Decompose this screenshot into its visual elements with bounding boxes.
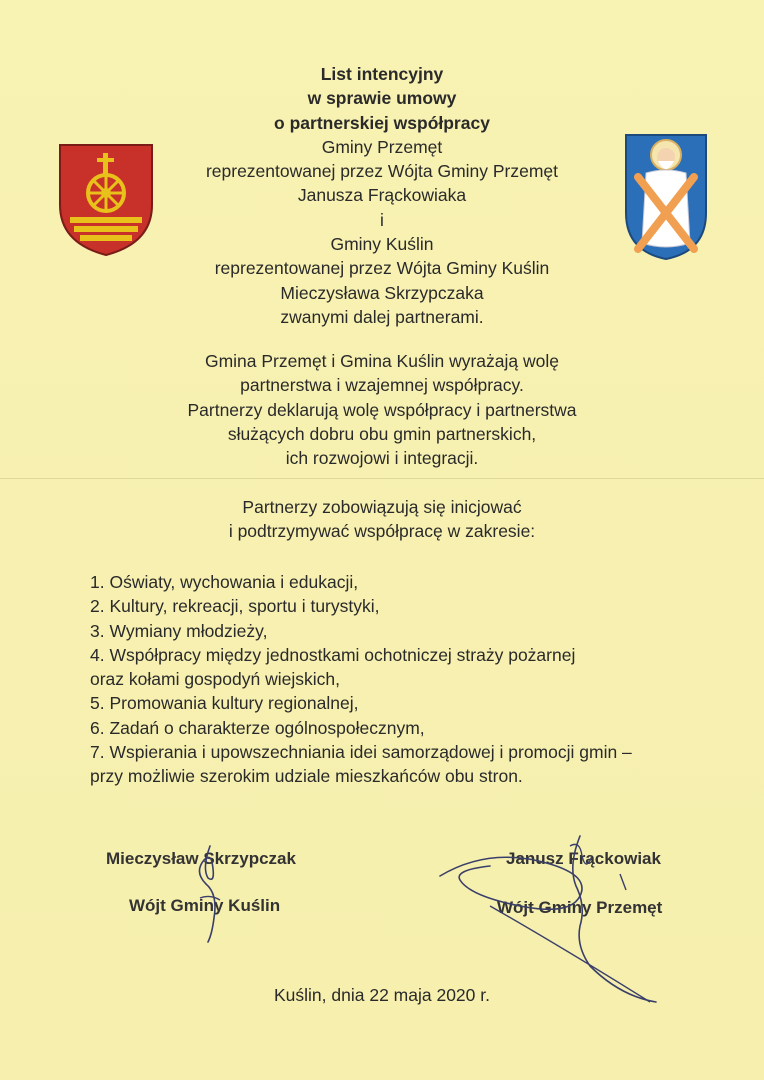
paragraph-line: partnerstwa i wzajemnej współpracy.	[240, 375, 524, 396]
party-line: i	[380, 209, 384, 230]
list-item: oraz kołami gospodyń wiejskich,	[90, 669, 340, 690]
party-line: reprezentowanej przez Wójta Gminy Przemęt	[205, 161, 559, 182]
list-item: przy możliwie szerokim udziale mieszkańców obu stron.	[90, 766, 523, 787]
paragraph-line: Partnerzy zobowiązują się inicjować	[242, 497, 522, 517]
commitment-paragraph	[120, 495, 644, 544]
party-line: Mieczysława Skrzypczaka	[280, 282, 484, 303]
paragraph-line: służących dobru obu gmin partnerskich,	[227, 423, 537, 444]
paragraph-line: Gmina Przemęt i Gmina Kuślin wyrażają wolę	[204, 351, 559, 371]
left-signatory-name: Mieczysław Skrzypczak	[106, 849, 296, 868]
cooperation-areas-list	[90, 570, 700, 789]
list-item: 3. Wymiany młodzieży,	[90, 620, 268, 641]
right-signatory-title: Wójt Gminy Przemęt	[497, 898, 663, 917]
list-item: 2. Kultury, rekreacji, sportu i turystyki,	[90, 596, 380, 617]
party-line: reprezentowanej przez Wójta Gminy Kuślin	[214, 258, 550, 279]
paragraph-line: i podtrzymywać współpracę w zakresie:	[228, 521, 536, 542]
declaration-paragraph	[120, 349, 644, 470]
kuslin-coat-of-arms-icon	[624, 133, 708, 261]
title-line: o partnerskiej współpracy	[274, 112, 490, 133]
right-signatory-name: Janusz Frąckowiak	[506, 849, 661, 868]
przemet-coat-of-arms-icon	[58, 143, 154, 257]
list-item: 4. Współpracy między jednostkami ochotniczej straży pożarnej	[90, 644, 576, 665]
party-line: Janusza Frąckowiaka	[297, 185, 467, 206]
title-line: w sprawie umowy	[307, 88, 457, 109]
list-item: 1. Oświaty, wychowania i edukacji,	[90, 572, 359, 592]
left-signatory-title: Wójt Gminy Kuślin	[129, 896, 281, 915]
letter-header	[150, 62, 614, 329]
paragraph-line: ich rozwojowi i integracji.	[285, 448, 479, 469]
title-line: List intencyjny	[320, 64, 444, 84]
party-line: Gminy Kuślin	[330, 234, 434, 255]
party-line: zwanymi dalej partnerami.	[280, 306, 484, 327]
list-item: 6. Zadań o charakterze ogólnospołecznym,	[90, 717, 425, 738]
party-line: Gminy Przemęt	[321, 136, 443, 157]
list-item: 5. Promowania kultury regionalnej,	[90, 693, 359, 714]
list-item: 7. Wspierania i upowszechniania idei samorządowej i promocji gmin –	[90, 742, 632, 763]
paper-fold-line	[0, 478, 764, 479]
letter-date: Kuślin, dnia 22 maja 2020 r.	[274, 985, 490, 1005]
paragraph-line: Partnerzy deklarują wolę współpracy i partnerstwa	[187, 399, 577, 420]
